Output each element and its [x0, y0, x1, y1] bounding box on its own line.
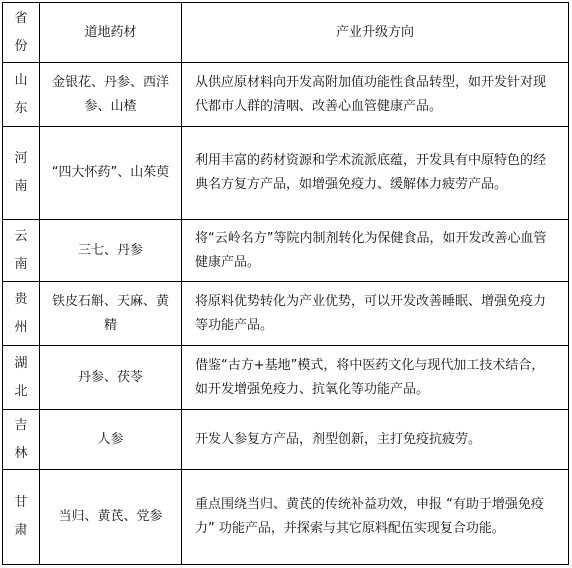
table-row	[3, 127, 569, 220]
province-text: 山东	[14, 72, 28, 116]
cell-direction: 将“云岭名方”等院内制剂转化为保健食品，如开发改善心血管健康产品。	[182, 220, 569, 282]
cell-herbs: 铁皮石斛、天麻、黄精	[40, 282, 182, 346]
cell-province	[3, 282, 40, 346]
province-text: 河南	[14, 151, 28, 194]
table-header-row	[3, 3, 569, 63]
header-direction: 产业升级方向	[182, 3, 569, 63]
cell-herbs: “四大怀药”、山茱萸	[40, 127, 182, 220]
table-row	[3, 63, 569, 127]
cell-province	[3, 63, 40, 127]
table-row	[3, 410, 569, 470]
cell-herbs: 丹参、茯苓	[40, 346, 182, 410]
province-text: 吉林	[14, 417, 28, 461]
cell-direction: 借鉴“古方+基地”模式，将中医药文化与现代加工技术结合，如开发增强免疫力、抗氧化等功能产品。	[182, 346, 569, 410]
cell-herbs: 三七、丹参	[40, 220, 182, 282]
cell-herbs: 当归、黄芪、党参	[40, 470, 182, 565]
province-text: 云南	[14, 228, 28, 272]
cell-herbs: 金银花、丹参、西洋参、山楂	[40, 63, 182, 127]
province-text: 湖北	[14, 355, 28, 399]
header-province-text: 省份	[14, 10, 28, 54]
cell-province	[3, 470, 40, 565]
cell-herbs: 人参	[40, 410, 182, 470]
header-herbs: 道地药材	[40, 3, 182, 63]
table-row	[3, 282, 569, 346]
province-herb-table	[2, 2, 569, 565]
cell-direction: 重点围绕当归、黄芪的传统补益功效，申报 “有助于增强免疫力” 功能产品，并探索与其它原料配伍实现复合功能。	[182, 470, 569, 565]
cell-direction: 开发人参复方产品，剂型创新，主打免疫抗疲劳。	[182, 410, 569, 470]
cell-direction: 将原料优势转化为产业优势，可以开发改善睡眠、增强免疫力等功能产品。	[182, 282, 569, 346]
province-text: 贵州	[14, 291, 28, 335]
province-text: 甘肃	[14, 495, 28, 538]
cell-province	[3, 220, 40, 282]
cell-province	[3, 410, 40, 470]
cell-province	[3, 127, 40, 220]
table-row	[3, 470, 569, 565]
table-row	[3, 220, 569, 282]
header-province	[3, 3, 40, 63]
cell-direction: 利用丰富的药材资源和学术流派底蕴，开发具有中原特色的经典名方复方产品，如增强免疫力、缓解体力疲劳产品。	[182, 127, 569, 220]
cell-direction: 从供应原材料向开发高附加值功能性食品转型，如开发针对现代都市人群的清咽、改善心血管健康产品。	[182, 63, 569, 127]
table-row	[3, 346, 569, 410]
cell-province	[3, 346, 40, 410]
